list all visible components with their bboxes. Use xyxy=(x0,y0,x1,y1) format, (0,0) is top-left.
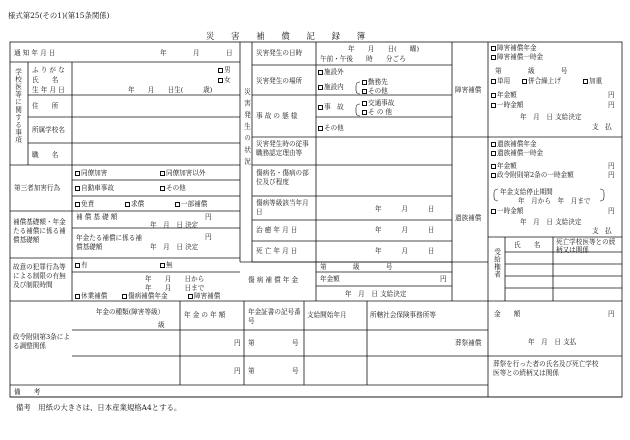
dis-decision: 年 月 日 支給決定 xyxy=(520,113,582,121)
limit-no[interactable]: 無 xyxy=(160,262,173,269)
checkbox-icon xyxy=(491,55,496,60)
surv-decree[interactable]: 政令附則第2条の一時金額 xyxy=(491,172,574,179)
notice-date-value: 年 月 日 xyxy=(160,49,233,57)
occupation-label: 職 名 xyxy=(32,151,59,159)
occur-dt-value: 年 月 日( 曜) xyxy=(348,45,420,53)
limit-type-sick[interactable]: 傷病補償年金 xyxy=(122,293,168,300)
beneficiary-name-col: 氏 名 xyxy=(514,241,541,249)
checkbox-icon xyxy=(362,110,367,115)
checkbox-icon xyxy=(75,171,80,176)
checkbox-icon xyxy=(218,78,223,83)
coord-grade: 級 xyxy=(158,321,165,329)
limit-label: 故意の犯罪行為等による制限の有無及び制限時間 xyxy=(13,263,66,289)
checkbox-icon xyxy=(318,85,323,90)
sick-pension-label: 傷 病 補 償 年 金 xyxy=(248,276,299,284)
limit-from: 年 月 日から xyxy=(145,275,205,283)
mode-accident[interactable]: 事 故 xyxy=(318,104,344,111)
duty-label: 災害発生時の従事職務認定理由等 xyxy=(256,140,309,157)
coord-col-cert: 年金証書の記号番号 xyxy=(248,308,301,325)
footer-note: 備考 用紙の大きさは、日本産業規格A4とする。 xyxy=(16,403,182,412)
dis-combined[interactable]: 併合繰上げ xyxy=(522,78,561,85)
opt-exempt[interactable]: 免責 xyxy=(75,201,94,208)
surv-lump-yen: 円 xyxy=(608,207,615,215)
mode-other[interactable]: その他 xyxy=(318,125,344,132)
pension-basic-label: 年金たる補償に係る補償基礎額 xyxy=(76,234,142,251)
coord-col-start: 支給開始年月 xyxy=(307,311,347,319)
checkbox-icon xyxy=(125,202,130,207)
funeral-label: 葬祭補償 xyxy=(455,339,482,347)
checkbox-icon xyxy=(318,126,323,131)
pension-yen: 円 xyxy=(205,233,212,241)
limit-yes[interactable]: 有 xyxy=(75,262,88,269)
sick-grade: 第 級 号 xyxy=(320,263,393,271)
checkbox-icon xyxy=(522,79,527,84)
mode-other-sub[interactable]: そ の 他 xyxy=(362,109,392,116)
opt-coworker[interactable]: 同僚加害 xyxy=(75,170,107,177)
checkbox-icon xyxy=(491,142,496,147)
gender-female[interactable]: 女 xyxy=(218,77,231,84)
address-label: 住 所 xyxy=(32,102,59,110)
heal-date-val: 年 月 日 xyxy=(375,226,435,234)
suspend-range: 年 月から 年 月まで xyxy=(518,197,591,205)
survivor-label: 遺族補償 xyxy=(455,214,482,222)
injury-date-val: 年 月 日 xyxy=(375,205,435,213)
surv-payment: 支 払 xyxy=(592,227,612,235)
basic-amount-label: 補償基礎額・年金たる補償に係る補償基礎額 xyxy=(13,218,66,244)
checkbox-icon xyxy=(491,151,496,156)
dis-pension-amt[interactable]: 年金額 xyxy=(491,92,517,99)
checkbox-icon xyxy=(491,79,496,84)
checkbox-icon xyxy=(491,93,496,98)
surv-pension[interactable]: 遺族補償年金 xyxy=(491,141,537,148)
coord-ban-2: 第 xyxy=(248,367,255,375)
third-party-label: 第三者加害行為 xyxy=(14,184,61,192)
checkbox-icon xyxy=(75,186,80,191)
dis-lump-yen: 円 xyxy=(608,101,615,109)
checkbox-icon xyxy=(122,294,127,299)
checkbox-icon xyxy=(188,294,193,299)
checkbox-icon xyxy=(491,164,496,169)
checkbox-icon xyxy=(75,263,80,268)
birth-value: 年 月 日生( 歳) xyxy=(128,86,213,94)
checkbox-icon xyxy=(491,209,496,214)
ampm: 午前・午後 時 分ごろ xyxy=(320,55,406,63)
opt-partial[interactable]: 一部補償 xyxy=(175,201,207,208)
mode-traffic[interactable]: 交通事故 xyxy=(362,100,394,107)
limit-type-disability[interactable]: 障害補償 xyxy=(188,293,220,300)
funeral-yen: 円 xyxy=(608,310,615,318)
basic-date: 年 月 日 決定 xyxy=(150,221,199,229)
pension-date: 年 月 日 決定 xyxy=(150,243,199,251)
coord-go-1: 号 xyxy=(292,339,299,347)
surv-annual-yen: 円 xyxy=(608,162,615,170)
dis-aggravated[interactable]: 加重 xyxy=(583,78,602,85)
place-label: 災害発生の場所 xyxy=(256,77,303,85)
form-number: 様式第25(その1)(第15条関係) xyxy=(8,11,110,20)
dis-pension[interactable]: 障害補償年金 xyxy=(491,45,537,52)
gender-male[interactable]: 男 xyxy=(218,67,231,74)
checkbox-icon xyxy=(160,263,165,268)
checkbox-icon xyxy=(75,294,80,299)
opt-other[interactable]: その他 xyxy=(160,185,186,192)
school-label: 所属学校名 xyxy=(32,126,65,134)
coord-yen-1: 円 xyxy=(234,339,241,347)
coord-col-annual: 年 金 の 年 額 xyxy=(184,311,226,319)
dis-grade: 第 級 号 xyxy=(495,67,568,75)
coord-ban-1: 第 xyxy=(248,339,255,347)
situation-label: 災害発生の状況 xyxy=(242,88,251,170)
checkbox-icon xyxy=(175,202,180,207)
surv-lump[interactable]: 遺族補償一時金 xyxy=(491,150,543,157)
coord-yen-2: 円 xyxy=(234,367,241,375)
checkbox-icon xyxy=(160,186,165,191)
checkbox-icon xyxy=(218,68,223,73)
dis-lump[interactable]: 障害補償一時金 xyxy=(491,54,543,61)
limit-type-leave[interactable]: 休業補償 xyxy=(75,293,107,300)
furigana-label: ふ り が な xyxy=(32,66,65,74)
checkbox-icon xyxy=(362,80,367,85)
disability-label: 障害補償 xyxy=(455,86,482,94)
checkbox-icon xyxy=(491,103,496,108)
surv-annual[interactable]: 年金額 xyxy=(491,163,517,170)
sick-annual-label: 年金額 xyxy=(320,275,340,283)
checkbox-icon xyxy=(318,70,323,75)
dis-single[interactable]: 単用 xyxy=(491,78,510,85)
dis-pension-yen: 円 xyxy=(608,91,615,99)
opt-car[interactable]: 自動車事故 xyxy=(75,185,114,192)
checkbox-icon xyxy=(491,173,496,178)
funeral-decision: 年 月 日 支払 xyxy=(528,338,577,346)
checkbox-icon xyxy=(160,171,165,176)
place-work[interactable]: 勤務先 xyxy=(362,79,388,86)
opt-recourse[interactable]: 求償 xyxy=(125,201,144,208)
place-outside[interactable]: 施設外 xyxy=(318,69,344,76)
surv-decision: 年 月 日 支給決定 xyxy=(520,218,582,226)
opt-coworker-other[interactable]: 同僚加害以外 xyxy=(160,170,206,177)
surv-lump-amt[interactable]: 一時金額 xyxy=(491,208,523,215)
basic-label: 補 償 基 礎 額 xyxy=(76,213,118,221)
death-date-label: 死 亡 年 月 日 xyxy=(256,247,298,255)
place-inside[interactable]: 施設内 xyxy=(318,84,344,91)
limit-to: 年 月 日まで xyxy=(145,284,205,292)
checkbox-icon xyxy=(362,89,367,94)
occur-dt-label: 災害発生の日時 xyxy=(256,49,303,57)
coord-col-type: 年金の種類(障害等級） xyxy=(95,308,165,316)
place-other[interactable]: その他 xyxy=(362,88,388,95)
student-group-label: 学校医等に関する事項 xyxy=(13,68,22,144)
basic-yen: 円 xyxy=(205,213,212,221)
dis-payment: 支 払 xyxy=(592,123,612,131)
beneficiary-label: 受給権者 xyxy=(492,248,501,279)
form-title: 災 害 補 償 記 録 簿 xyxy=(206,31,366,41)
death-date-val: 年 月 日 xyxy=(375,247,435,255)
coord-go-2: 号 xyxy=(292,367,299,375)
birth-label: 生 年 月 日 xyxy=(32,86,65,94)
funeral-amount-label: 金 額 xyxy=(494,310,521,318)
checkbox-icon xyxy=(318,105,323,110)
name-label: 氏 名 xyxy=(32,76,59,84)
sick-annual-yen: 円 xyxy=(440,275,447,283)
injury-date-label: 傷病等級該当年月日 xyxy=(256,199,309,216)
coord-col-office: 所轄社会保険事務所等 xyxy=(370,311,436,319)
dis-lump-amt[interactable]: 一時金額 xyxy=(491,102,523,109)
checkbox-icon xyxy=(75,202,80,207)
injury-label: 傷病名・傷病の部位及び程度 xyxy=(256,169,309,186)
beneficiary-relation-col: 死亡学校医等との続柄又は関係 xyxy=(556,238,616,255)
checkbox-icon xyxy=(491,46,496,51)
funeral-person-label: 葬祭を行った者の氏名及び死亡学校医等との続柄又は関係 xyxy=(493,360,599,377)
checkbox-icon xyxy=(583,79,588,84)
sick-decision: 年 月 日 支給決定 xyxy=(345,290,407,298)
remarks-label: 備 考 xyxy=(14,388,41,396)
checkbox-icon xyxy=(362,101,367,106)
suspend-label: 年金支給停止期間 xyxy=(500,188,553,196)
heal-date-label: 治 癒 年 月 日 xyxy=(256,226,298,234)
notice-date-label: 通 知 年 月 日 xyxy=(14,49,56,57)
surv-decree-yen: 円 xyxy=(608,171,615,179)
mode-label: 事 故 の 態 様 xyxy=(256,112,298,120)
coordination-label: 政令附則第3条による調整関係 xyxy=(13,333,70,350)
